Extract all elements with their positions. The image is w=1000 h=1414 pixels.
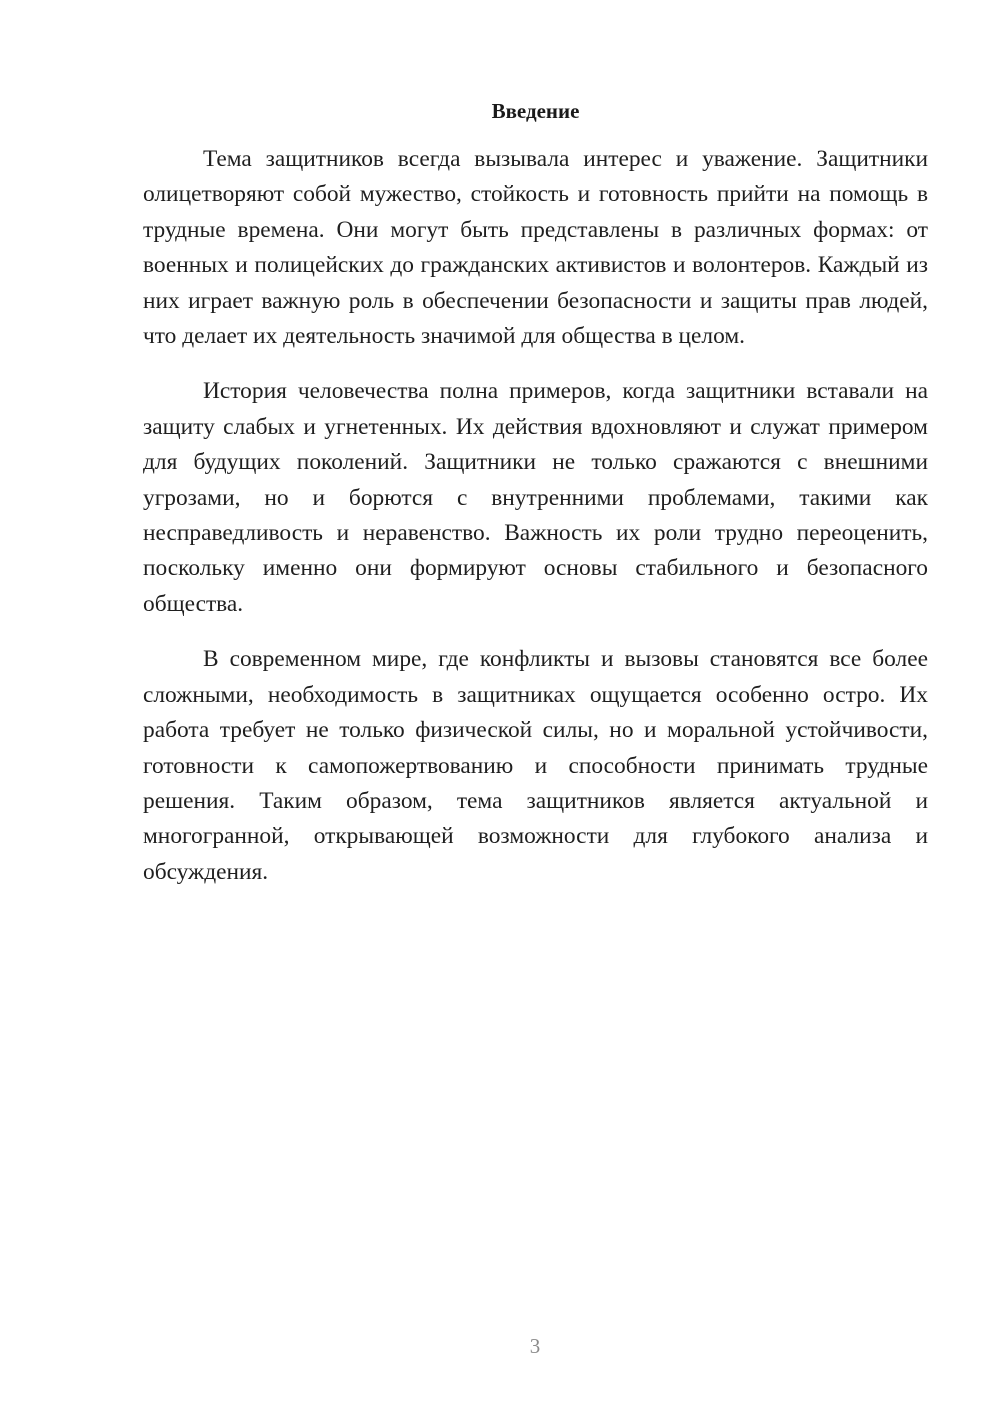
paragraph-1: Тема защитников всегда вызывала интерес и уважение. Защитники олицетворяют собой мужество, стойкость и готовность прийти на помощь в трудные времена. Они могут быть представлены в различных формах: от военных и полицейских до гражданских активистов и волонтеров. Каждый из них играет важную роль в обеспечении безопасности и защиты прав людей, что делает их деятельность значимой для общества в целом. [143, 146, 928, 350]
body-text [143, 142, 928, 910]
paragraph-3: В современном мире, где конфликты и вызовы становятся все более сложными, необходимость в защитниках ощущается особенно остро. Их работа требует не только физической силы, но и моральной устойчивости, готовности к самопожертвованию и способности принимать трудные решения. Таким образом, тема защитников является актуальной и многогранной, открывающей возможности для глубокого анализа и обсуждения. [143, 646, 928, 885]
page-title: Введение [491, 99, 580, 123]
page-number: 3 [529, 1334, 541, 1358]
paragraph-2: История человечества полна примеров, когда защитники вставали на защиту слабых и угнетенных. Их действия вдохновляют и служат примером для будущих поколений. Защитники не только сражаются с внешними угрозами, но и борются с внутренними проблемами, такими как несправедливость и неравенство. Важность их роли трудно переоценить, поскольку именно они формируют основы стабильного и безопасного общества. [143, 378, 928, 617]
